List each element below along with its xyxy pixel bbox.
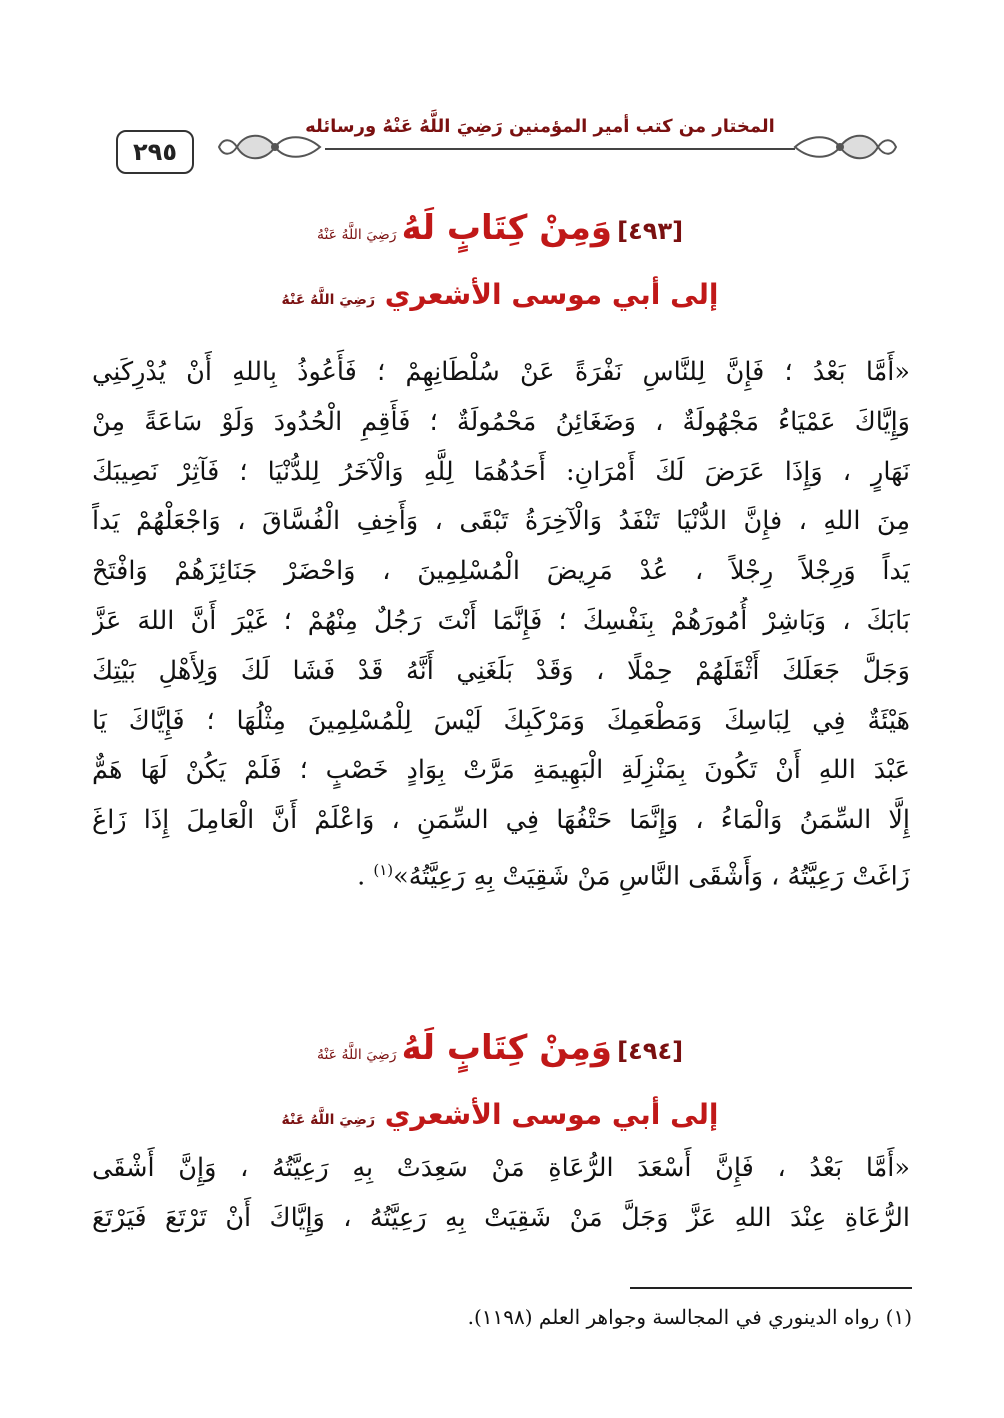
text-line-content: زَاغَتْ رَعِيَّتُهُ ، وَأَشْقَى النَّاسِ مَنْ شَقِيَتْ بِهِ رَعِيَّتُهُ» [393,861,910,892]
text-line: نَهَارٍ ، وَإِذَا عَرَضَ لَكَ أَمْرَانِ: أَحَدُهُمَا لِلَّهِ وَالْآخَرُ لِلدُّنْيَا ؛ فَآثِرْ نَصِيبَكَ [92,456,910,487]
letter-body-493 [92,348,910,902]
section-number: [٤٩٣] [617,217,684,245]
footnote-rule [630,1287,912,1289]
page-number: ٢٩٥ [116,130,194,174]
footnote-marker: (١) [885,1305,912,1329]
text-line: مِنَ اللهِ ، فإِنَّ الدُّنْيَا تَنْفَدُ وَالْآخِرَةُ تَبْقَى ، وَأَخِفِ الْفُسَّاقَ ، وَاجْعَلْهُمْ يَداً [92,506,910,537]
text-line: عَبْدَ اللهِ أَنْ تَكُونَ بِمَنْزِلَةِ الْبَهِيمَةِ مَرَّتْ بِوَادٍ خَصْبٍ ؛ فَلَمْ يَكُنْ لَهَا هَمٌّ [92,755,910,786]
honorific: رَضِيَ اللَّهُ عَنْهُ [316,227,397,243]
text-line: يَداً وَرِجْلاً رِجْلاً ، عُدْ مَرِيضَ الْمُسْلِمِينَ ، وَاحْضَرْ جَنَائِزَهُمْ وَافْتَحْ [92,556,910,587]
text-line: وَإِيَّاكَ عَمْيَاءُ مَجْهُولَةٌ ، وَضَغَائِنُ مَحْمُولَةٌ ؛ فَأَقِمِ الْحُدُودَ وَلَوْ سَاعَةً مِنْ [92,406,910,437]
text-line: الرُّعَاةِ عِنْدَ اللهِ عَزَّ وَجَلَّ مَنْ شَقِيَتْ بِهِ رَعِيَّتُهُ ، وَإِيَّاكَ أَنْ تَرْتَعَ فَيَرْتَعَ [92,1202,910,1233]
text-line: إِلَّا السِّمَنُ وَالْمَاءُ ، وَإِنَّمَا حَتْفُهَا فِي السِّمَنِ ، وَاعْلَمْ أَنَّ الْعَامِلَ إِذَا زَاغَ [92,805,910,836]
ornament-right-icon [790,126,900,168]
letter-body-494 [92,1144,910,1244]
recipient-name: إلى أبي موسى الأشعري [384,1098,719,1131]
section-number: [٤٩٤] [617,1037,684,1065]
header-rule [325,148,795,150]
section-recipient-493 [90,278,910,311]
text-line: وَجَلَّ جَعَلَكَ أَثْقَلَهُمْ حِمْلًا ، وَقَدْ بَلَغَنِي أَنَّهُ قَدْ فَشَا لَكَ وَلِأَهْلِ بَيْتِكَ [92,655,910,686]
text-line-last [92,846,910,902]
section-title: وَمِنْ كِتَابٍ لَهُ [401,1028,613,1068]
final-period: . [357,861,374,892]
text-line: هَيْئَةٌ فِي لِبَاسِكَ وَمَطْعَمِكَ وَمَرْكَبِكَ لَيْسَ لِلْمُسْلِمِينَ مِثْلُهَا ؛ فَإِيَّاكَ يَا [92,705,910,736]
section-recipient-494 [90,1098,910,1131]
footnote [92,1305,912,1329]
footnote-ref: (١) [373,860,394,879]
recipient-name: إلى أبي موسى الأشعري [384,278,719,311]
text-line: بَابَكَ ، وَبَاشِرْ أُمُورَهُمْ بِنَفْسِكَ ؛ فَإِنَّمَا أَنْتَ رَجُلٌ مِنْهُمْ ؛ غَيْرَ أَنَّ اللهَ عَزَّ [92,605,910,636]
footnote-text: رواه الدينوري في المجالسة وجواهر العلم (١١٩٨). [467,1305,880,1329]
section-heading-493 [90,208,910,248]
section-title: وَمِنْ كِتَابٍ لَهُ [401,208,613,248]
text-line: «أَمَّا بَعْدُ ، فَإِنَّ أَسْعَدَ الرُّعَاةِ مَنْ سَعِدَتْ بِهِ رَعِيَّتُهُ ، وَإِنَّ أَشْقَى [92,1153,910,1183]
section-heading-494 [90,1028,910,1068]
page-header [110,112,910,182]
honorific: رَضِيَ اللَّهُ عَنْهُ [316,1047,397,1063]
recipient-honorific: رَضِيَ اللَّهُ عَنْهُ [281,292,376,308]
recipient-honorific: رَضِيَ اللَّهُ عَنْهُ [281,1112,376,1128]
text-line: «أَمَّا بَعْدُ ؛ فَإِنَّ لِلنَّاسِ نَفْرَةً عَنْ سُلْطَانِهِمْ ؛ فَأَعُوذُ بِاللهِ أَنْ يُدْرِكَنِي [92,357,910,387]
running-title: المختار من كتب أمير المؤمنين رَضِيَ اللَّهُ عَنْهُ ورسائله [305,116,775,137]
